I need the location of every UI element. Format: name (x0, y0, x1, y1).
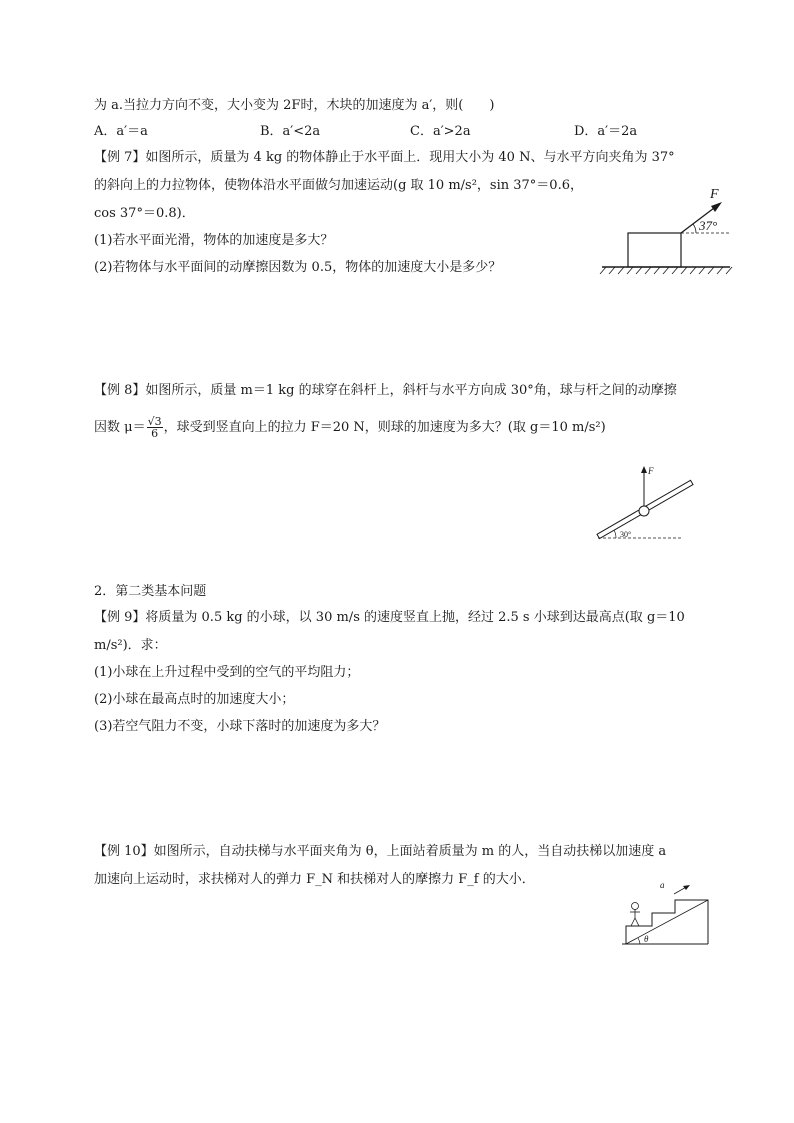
ex9-question-3: (3)若空气阻力不变，小球下落时的加速度为多大？ (94, 719, 386, 734)
block (628, 233, 681, 267)
ex10-line2: 加速向上运动时，求扶梯对人的弹力 F_N 和扶梯对人的摩擦力 F_f 的大小． (94, 872, 535, 887)
option-b: B．a′<2a (260, 124, 321, 139)
ex9-line2: m/s²)．求： (94, 638, 167, 653)
option-d: D．a′＝2a (574, 124, 638, 139)
fraction-denominator: 6 (151, 427, 159, 440)
force-label: F (710, 187, 719, 202)
force-arrowhead (641, 466, 647, 473)
ex8-line2 (94, 414, 606, 442)
ex7-question-2: (2)若物体与水平面间的动摩擦因数为 0.5，物体的加速度大小是多少？ (94, 260, 502, 275)
ex7-question-1: (1)若水平面光滑，物体的加速度是多大？ (94, 233, 334, 248)
ex10-figure (620, 878, 712, 948)
option-c: C．a′>2a (410, 124, 471, 139)
force-label: F (648, 466, 654, 476)
ex10-line1: 【例 10】如图所示，自动扶梯与水平面夹角为 θ，上面站着质量为 m 的人，当自动扶梯以加速度 a (94, 844, 667, 859)
ex9-question-1: (1)小球在上升过程中受到的空气的平均阻力； (94, 665, 360, 680)
ball (639, 506, 649, 516)
ex9-line1: 【例 9】将质量为 0.5 kg 的小球，以 30 m/s 的速度竖直上抛，经过 2.5 s 小球到达最高点(取 g＝10 (94, 610, 685, 625)
person-body (630, 909, 640, 926)
ground-hatch (600, 267, 732, 274)
person-head (632, 903, 639, 910)
ex8-line2-post: ，球受到竖直向上的拉力 F＝20 N，则球的加速度为多大？(取 g＝10 m/s²) (163, 420, 606, 435)
fraction-numerator: √3 (147, 415, 162, 428)
ex8-line1: 【例 8】如图所示，质量 m＝1 kg 的球穿在斜杆上，斜杆与水平方向成 30°角，球与杆之间的动摩擦 (94, 383, 677, 398)
ex7-line3: cos 37°＝0.8)． (94, 206, 195, 221)
option-a: A．a′＝a (94, 124, 148, 139)
angle-label: 30° (620, 530, 632, 539)
ex8-line2-pre: 因数 μ＝ (94, 420, 146, 435)
angle-arc (638, 938, 640, 944)
ex7-line1: 【例 7】如图所示，质量为 4 kg 的物体静止于水平面上．现用大小为 40 N、与水平方向夹角为 37° (94, 150, 675, 165)
ex7-figure (598, 185, 738, 275)
intro-line: 为 a.当拉力方向不变，大小变为 2F时，木块的加速度为 a′，则( ) (94, 98, 495, 113)
ex7-line2: 的斜向上的力拉物体，使物体沿水平面做匀加速运动(g 取 10 m/s²，sin 37°＝0.6， (94, 178, 583, 193)
acceleration-label: a (660, 880, 665, 890)
angle-label: 37° (699, 218, 718, 233)
acceleration-arrowhead (683, 885, 690, 890)
ex9-question-2: (2)小球在最高点时的加速度大小； (94, 692, 295, 707)
force-arrowhead (711, 202, 722, 212)
section-title: 2．第二类基本问题 (94, 584, 207, 599)
angle-arc (693, 224, 696, 233)
friction-fraction (147, 416, 163, 439)
ex8-figure (594, 464, 704, 544)
angle-arc (614, 530, 616, 538)
angle-label: θ (644, 934, 649, 944)
